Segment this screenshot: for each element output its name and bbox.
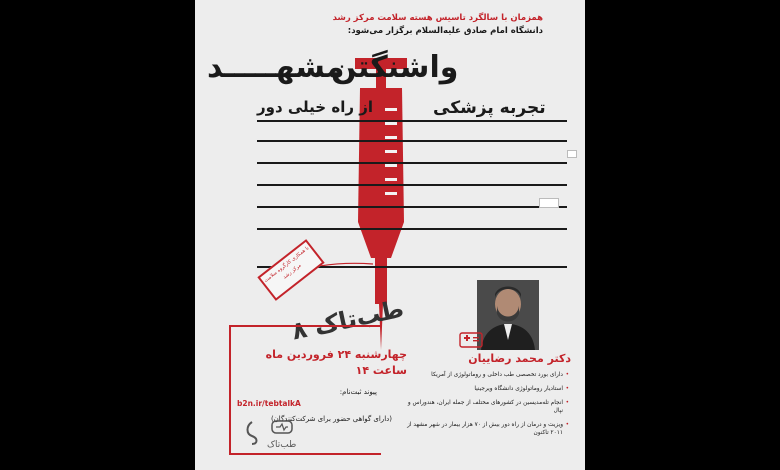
registration-note: (دارای گواهی حضور برای شرکت‌کنندگان)	[270, 415, 392, 423]
tebtalk-logo: طب‌تاک ۸	[289, 294, 407, 346]
rule-line	[257, 206, 567, 208]
doctor-badge-icon	[459, 330, 483, 348]
paper-scratch	[539, 198, 559, 208]
intro-line-1: همزمان با سالگرد تاسیس هسته سلامت مرکز رشد	[332, 13, 543, 23]
intro-line-2: دانشگاه امام صادق علیه‌السلام برگزار می‌شود:	[347, 26, 543, 36]
speaker-name: دکتر محمد رضاییان	[468, 352, 571, 365]
rule-line	[257, 120, 567, 122]
rule-line	[257, 184, 567, 186]
speaker-photo	[477, 280, 539, 350]
bio-item: • دارای بورد تخصصی طب داخلی و روماتولوژی از آمریکا	[399, 371, 569, 379]
event-date	[237, 347, 407, 379]
event-date-text: چهارشنبه ۲۴ فروردین ماه	[265, 348, 407, 361]
footer-tebtalk-logo	[267, 420, 296, 451]
growth-center-logo-icon	[243, 420, 261, 449]
footer-logo-text: طب‌تاک	[267, 440, 297, 450]
paper-scratch	[567, 150, 577, 158]
subtitle-far-away: از راه خیلی دور	[257, 98, 373, 116]
bio-item: • ویزیت و درمان از راه دور بیش از ۷۰ هزار بیمار در شهر مشهد از ۲۰۱۱ تاکنون	[399, 421, 569, 437]
registration-link[interactable]: b2n.ir/tebtalkA	[237, 399, 301, 408]
event-poster	[195, 0, 585, 470]
title-washington: واشنگتن	[331, 50, 459, 85]
rule-line	[257, 140, 567, 142]
event-time-text: ساعت ۱۴	[355, 364, 407, 377]
subtitle-medical-experience: تجربه پزشکی	[433, 98, 546, 118]
price-tag-label: با همکاری کارگروه سلامت مرکز رشد	[257, 239, 324, 301]
rule-line	[257, 228, 567, 230]
title-mashhad: مشهـــــد	[207, 50, 345, 85]
speaker-bio-list	[399, 371, 569, 443]
registration-label: پیوند ثبت‌نام:	[339, 388, 377, 396]
bio-item: • استادیار روماتولوژی دانشگاه ویرجینیا	[399, 385, 569, 393]
rule-line	[257, 162, 567, 164]
bio-item: • انجام تله‌مدیسین در کشورهای مختلف از جمله ایران، هندوراس و نپال	[399, 399, 569, 415]
